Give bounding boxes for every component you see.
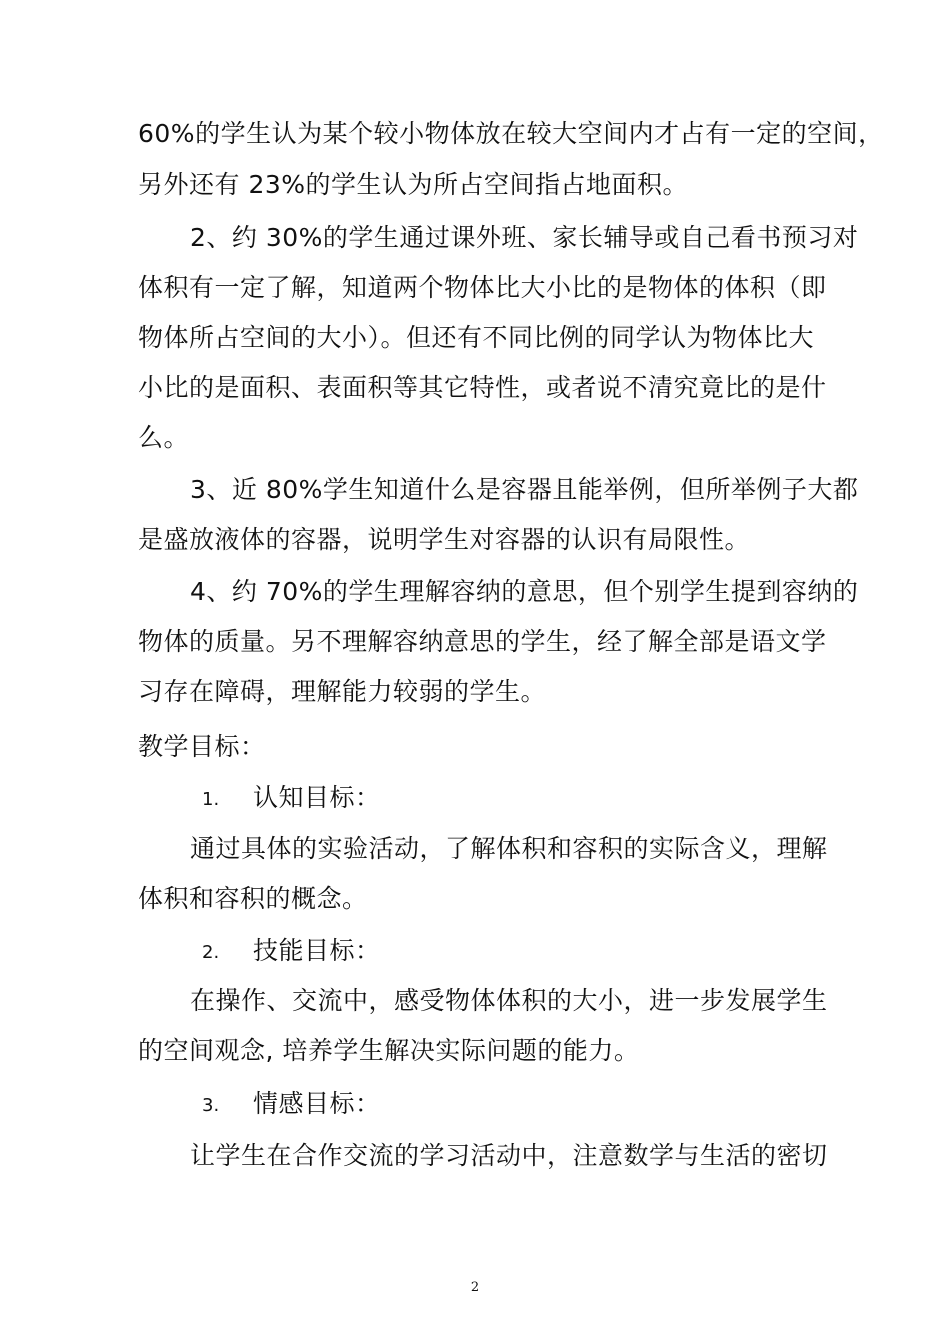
goal-title: 认知目标： <box>253 783 381 812</box>
goal-number: 2. <box>202 942 220 963</box>
paragraph-line: 小比的是面积、表面积等其它特性，或者说不清究竟比的是什 <box>138 373 827 402</box>
paragraph-line: 习存在障碍，理解能力较弱的学生。 <box>138 677 547 706</box>
goal-text: 在操作、交流中，感受物体体积的大小，进一步发展学生 <box>190 986 828 1015</box>
paragraph-line: 物体所占空间的大小）。但还有不同比例的同学认为物体比大 <box>138 323 815 352</box>
paragraph-line: 4、约 70%的学生理解容纳的意思，但个别学生提到容纳的 <box>190 577 859 606</box>
paragraph-line: 体积有一定了解，知道两个物体比大小比的是物体的体积（即 <box>138 273 827 302</box>
paragraph-line: 2、约 30%的学生通过课外班、家长辅导或自己看书预习对 <box>190 223 859 252</box>
paragraph-line: 另外还有 23%的学生认为所占空间指占地面积。 <box>138 170 689 199</box>
paragraph-line: 60%的学生认为某个较小物体放在较大空间内才占有一定的空间， <box>138 119 884 148</box>
page-number: 2 <box>470 1280 480 1295</box>
goal-title: 技能目标： <box>253 936 381 965</box>
goal-number: 3. <box>202 1095 220 1116</box>
paragraph-line: 物体的质量。另不理解容纳意思的学生，经了解全部是语文学 <box>138 627 827 656</box>
paragraph-line: 是盛放液体的容器，说明学生对容器的认识有局限性。 <box>138 525 751 554</box>
goal-number: 1. <box>202 789 220 810</box>
goal-title: 情感目标： <box>253 1089 381 1118</box>
goal-text: 让学生在合作交流的学习活动中，注意数学与生活的密切 <box>190 1141 828 1170</box>
paragraph-line: 3、近 80%学生知道什么是容器且能举例，但所举例子大都 <box>190 475 859 504</box>
goals-heading: 教学目标： <box>138 732 266 761</box>
paragraph-line: 么。 <box>138 423 190 452</box>
goal-text: 的空间观念, 培养学生解决实际问题的能力。 <box>138 1036 640 1065</box>
goal-text: 体积和容积的概念。 <box>138 884 368 913</box>
goal-text: 通过具体的实验活动，了解体积和容积的实际含义，理解 <box>190 834 828 863</box>
